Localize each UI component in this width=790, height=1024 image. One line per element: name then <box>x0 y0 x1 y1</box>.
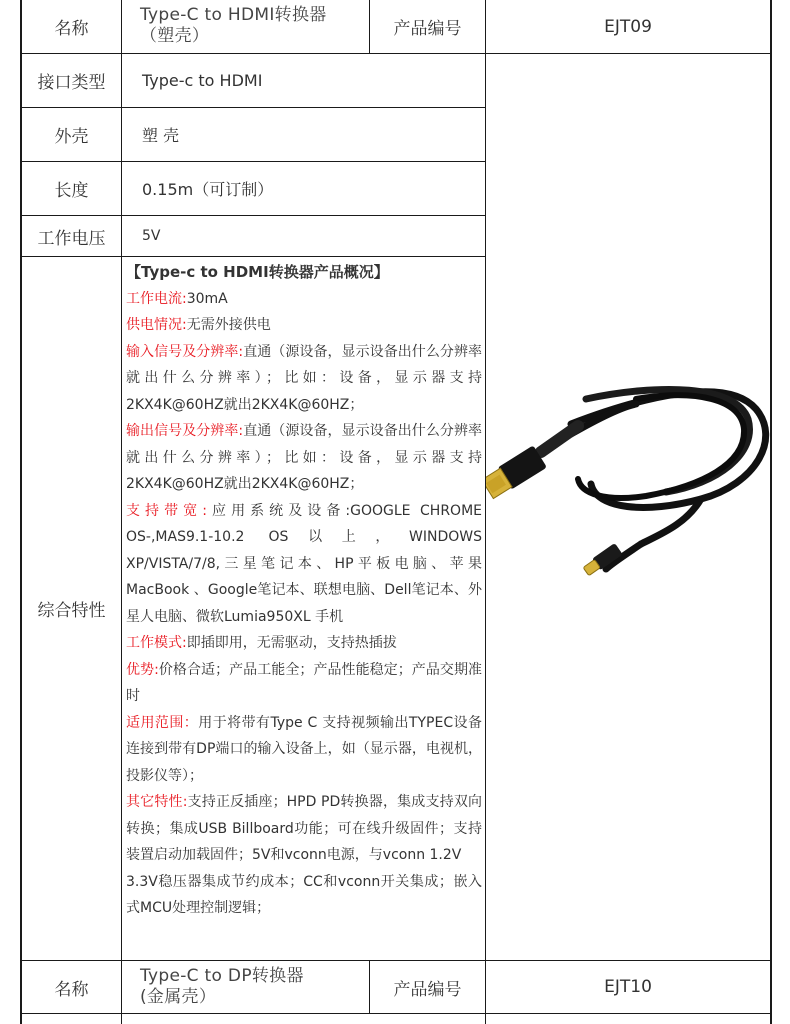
feature-key: 工作电流: <box>126 290 187 307</box>
product-name-line2: （塑壳） <box>140 26 210 46</box>
product-name-2 <box>122 961 369 1013</box>
spec-label-shell: 外壳 <box>54 127 89 147</box>
spec-value-voltage: 5V <box>142 228 161 244</box>
dp-strain-relief <box>541 426 578 452</box>
features-body <box>122 257 485 960</box>
code-label: 产品编号 <box>393 19 462 39</box>
feature-item <box>126 498 482 631</box>
feature-item <box>126 312 482 339</box>
dp-connector <box>486 445 547 500</box>
spec-label-voltage: 工作电压 <box>37 228 106 249</box>
product-name <box>122 0 369 53</box>
feature-text: 价格合适；产品工能全；产品性能稳定；产品交期准时 <box>126 661 483 704</box>
feature-item <box>126 869 482 922</box>
feature-text: 直通（源设备，显示设备出什么分辨率就出什么分辨率）；比如：设备，显示器支持2KX4K@60HZ就出2KX4K@60HZ； <box>126 423 483 492</box>
feature-text: 应用系统及设备:GOOGLE CHROME OS-,MAS9.1-10.2 OS以上，WINDOWS XP/VISTA/7/8,三星笔记本、HP平板电脑、苹果MacBook 、Google笔记本、联想电脑、Dell笔记本、外星人电脑、微软Lumia950XL 手机 <box>126 502 482 625</box>
code-value-2: EJT10 <box>604 977 652 997</box>
feature-item <box>126 710 482 790</box>
cable-illustration <box>486 54 770 960</box>
spec-label-interface: 接口类型 <box>37 73 106 93</box>
feature-key: 工作模式: <box>126 635 187 651</box>
feature-key: 优势: <box>126 661 159 678</box>
feature-key: 输出信号及分辨率: <box>126 423 244 439</box>
spec-value-length: 0.15m（可订制） <box>142 180 274 199</box>
product-name-2-line1: Type-C to DP转换器 <box>140 966 304 986</box>
feature-key: 其它特性: <box>126 794 188 810</box>
feature-item <box>126 630 482 657</box>
feature-item <box>126 339 482 419</box>
features-label: 综合特性 <box>37 601 106 621</box>
feature-item <box>126 286 482 313</box>
spec-value-interface: Type-c to HDMI <box>142 71 263 90</box>
feature-text: 支持正反插座；HPD PD转换器，集成支持双向转换；集成USB Billboard功能；可在线升级固件；支持装置启动加载固件；5V和vconn电源，与vconn 1.2V <box>126 794 483 863</box>
feature-text: 用于将带有Type C 支持视频输出TYPEC设备连接到带有DP端口的输入设备上，如（显示器，电视机，投影仪等）； <box>126 714 482 784</box>
feature-text: 直通（源设备，显示设备出什么分辨率就出什么分辨率）；比如：设备，显示器支持2KX4K@60HZ就出2KX4K@60HZ； <box>126 343 483 413</box>
code-label-2: 产品编号 <box>393 979 462 1000</box>
name-label-2: 名称 <box>54 979 89 1000</box>
feature-text: 无需外接供电 <box>186 317 271 333</box>
feature-item <box>126 789 482 869</box>
feature-item <box>126 418 482 498</box>
feature-text: 即插即用，无需驱动，支持热插拔 <box>186 635 397 651</box>
product-name-line1: Type-C to HDMI转换器 <box>140 5 327 25</box>
code-value: EJT09 <box>604 16 652 37</box>
feature-item <box>126 657 482 710</box>
feature-text: 30mA <box>186 290 228 307</box>
feature-key: 适用范围： <box>126 714 199 731</box>
type-c-to-dp-cable-image <box>486 54 770 960</box>
feature-key: 输入信号及分辨率: <box>126 343 244 360</box>
spec-value-shell: 塑 壳 <box>142 126 180 145</box>
product-name-2-line2: (金属壳） <box>140 987 217 1007</box>
spec-label-length: 长度 <box>54 181 89 201</box>
features-heading: 【Type-c to HDMI转换器产品概况】 <box>126 263 389 281</box>
name-label: 名称 <box>54 19 89 39</box>
feature-text: 3.3V稳压器集成节约成本；CC和vconn开关集成；嵌入式MCU处理控制逻辑； <box>126 873 482 916</box>
feature-key: 供电情况: <box>126 317 187 333</box>
feature-key: 支持带宽: <box>126 502 207 519</box>
